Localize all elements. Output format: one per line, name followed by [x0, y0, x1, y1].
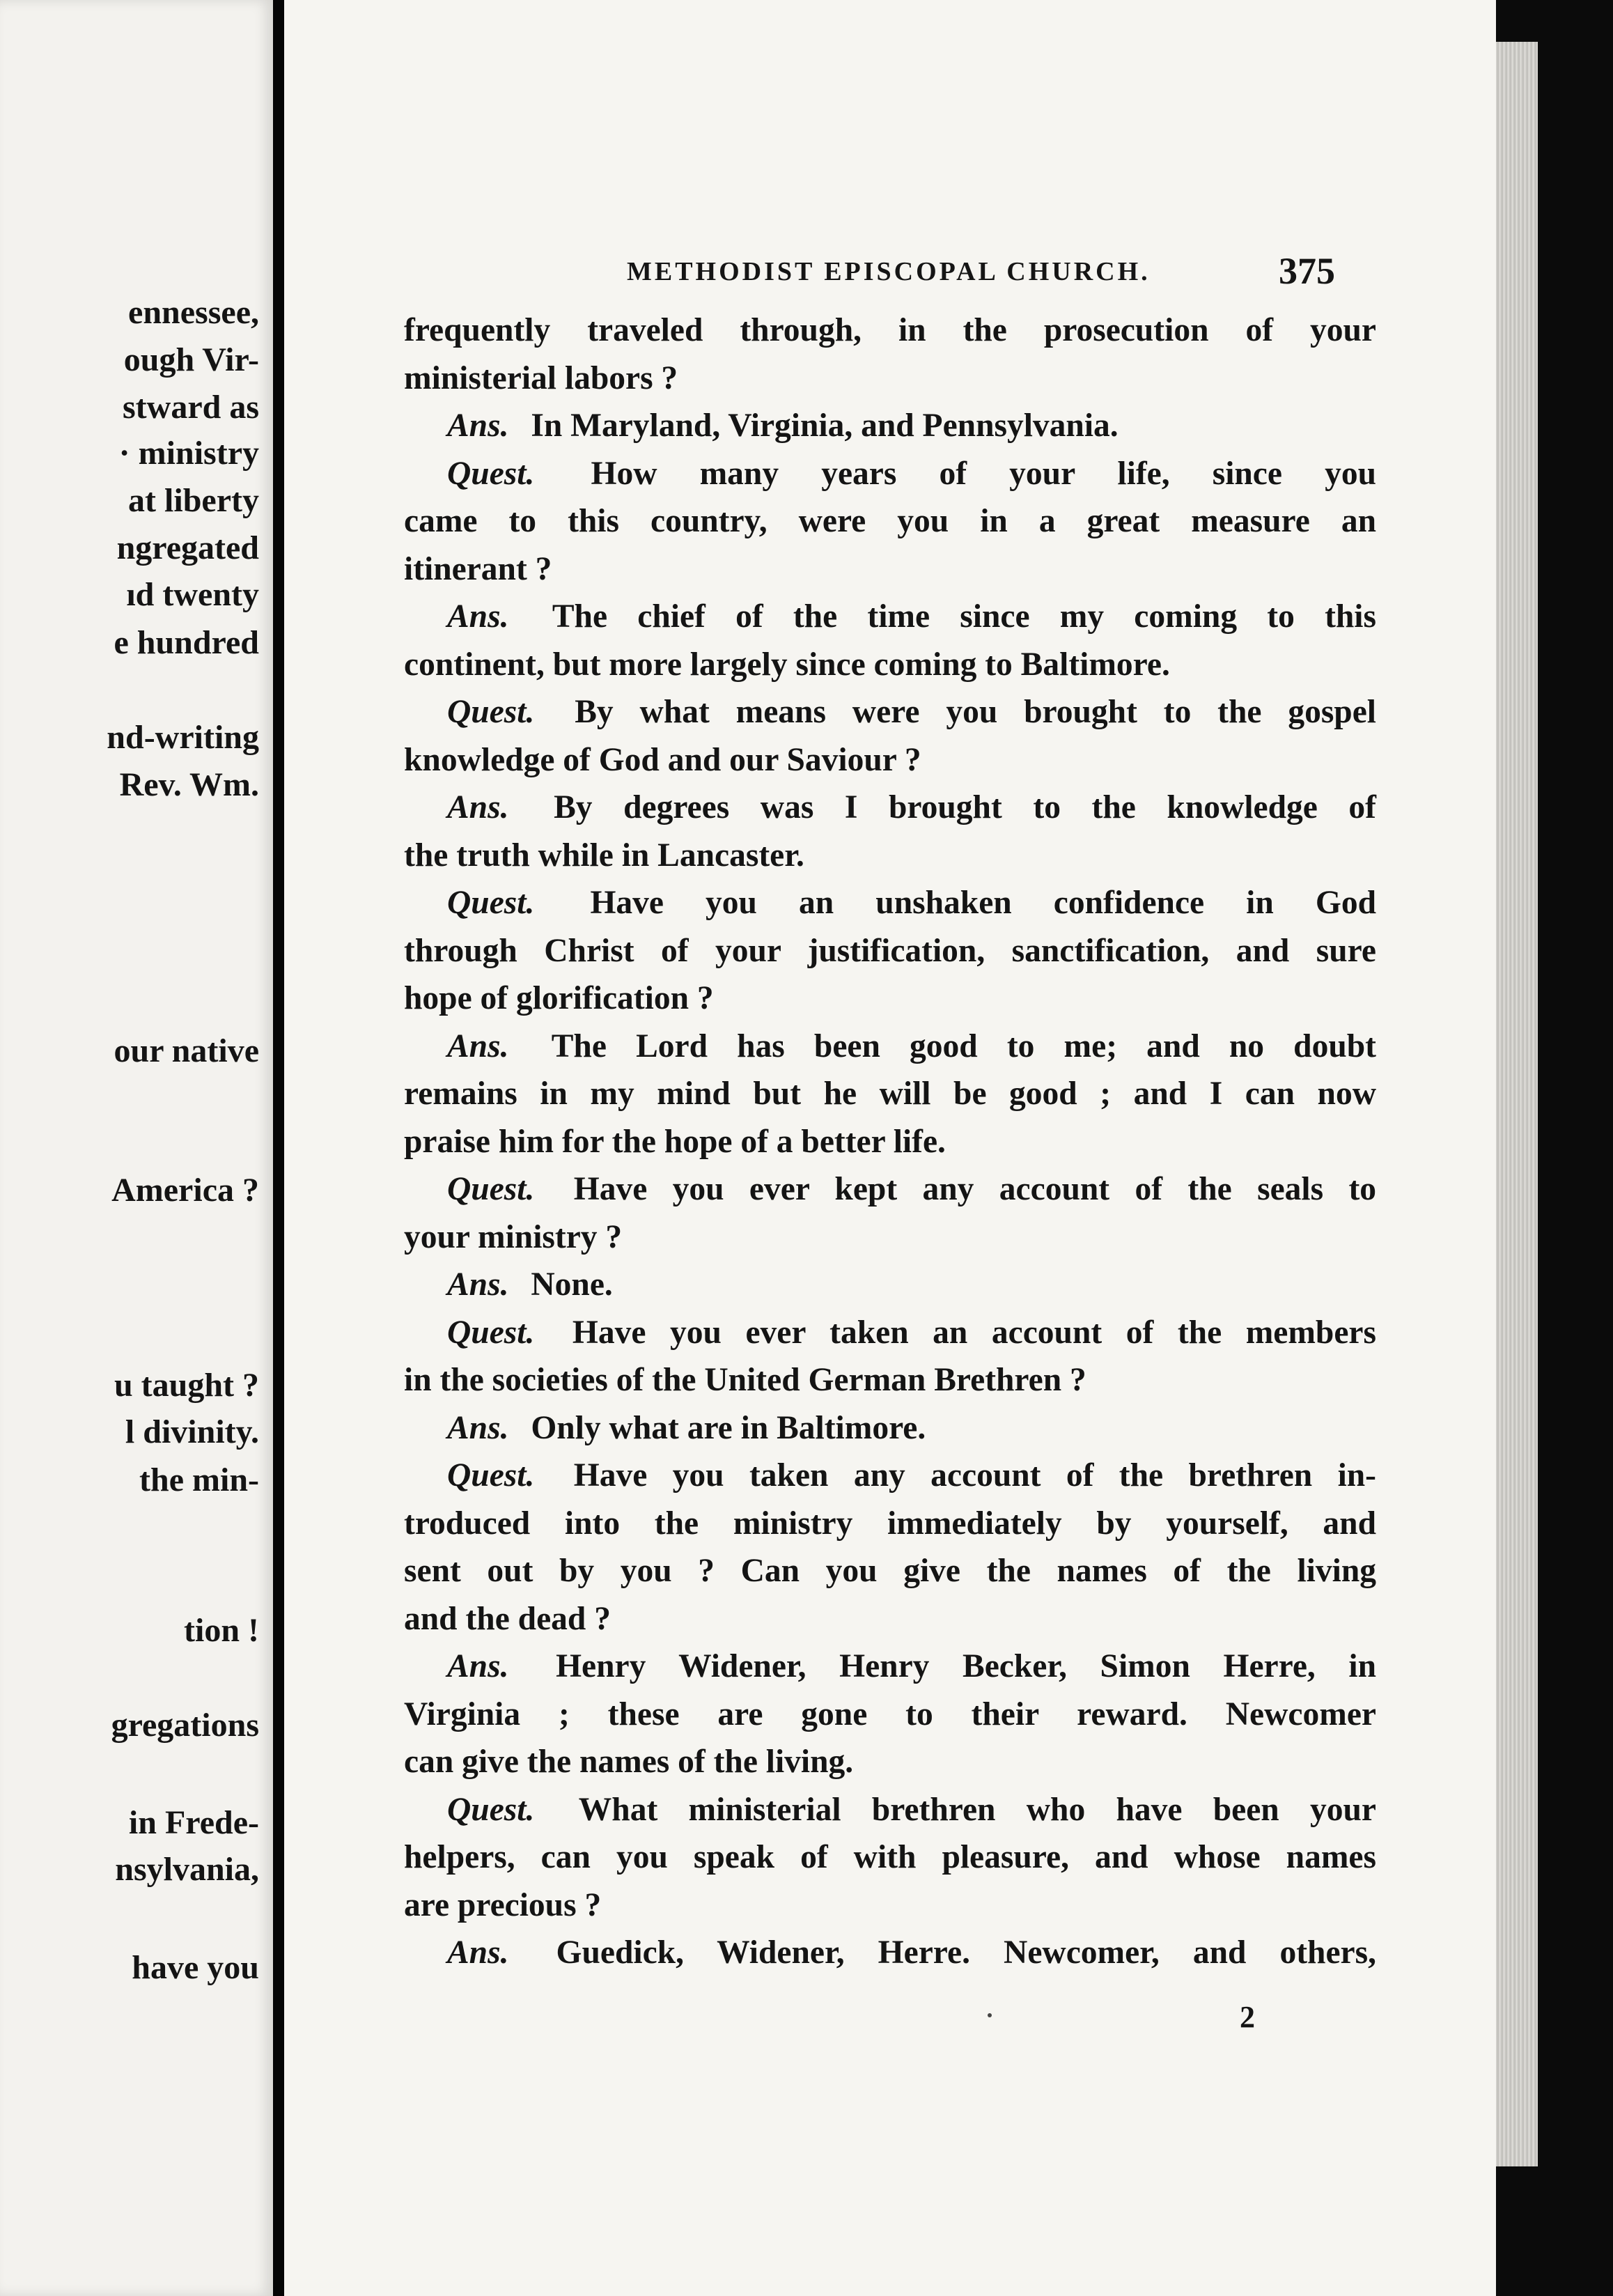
text-line: [404, 450, 1376, 498]
left-page-line: nd-writing: [107, 719, 259, 756]
text-line: [404, 307, 1376, 355]
left-page-line: Rev. Wm.: [119, 766, 259, 803]
left-page-line: · ministry: [118, 435, 259, 472]
line-text: in the societies of the United German Brethren ?: [404, 1362, 1086, 1398]
text-line: [404, 1882, 1376, 1930]
line-text: remains in my mind but he will be good ; and I can now: [404, 1076, 1376, 1112]
text-line: [404, 1165, 1376, 1213]
line-text: Guedick, Widener, Herre. Newcomer, and others,: [556, 1934, 1376, 1971]
text-line: [404, 1070, 1376, 1118]
left-page-line: have you: [132, 1949, 259, 1986]
text-line: [404, 1833, 1376, 1882]
speaker-label: Ans.: [447, 1409, 509, 1446]
line-text: By degrees was I brought to the knowledge of: [554, 789, 1377, 825]
left-page-line: ennessee,: [128, 294, 259, 331]
line-text: came to this country, were you in a great measure an: [404, 503, 1376, 539]
left-page-line: gregations: [111, 1707, 259, 1744]
text-line: [404, 927, 1376, 975]
line-text: hope of glorification ?: [404, 980, 714, 1016]
speaker-label: Quest.: [447, 455, 535, 492]
text-line: [404, 402, 1376, 450]
speaker-label: Quest.: [447, 694, 535, 730]
speaker-label: Ans.: [447, 1648, 509, 1684]
text-line: [404, 1738, 1376, 1786]
line-text: Have you ever kept any account of the seals to: [573, 1171, 1377, 1207]
text-line: [404, 1309, 1376, 1357]
page-number: 375: [1279, 250, 1335, 292]
left-page-line: ngregated: [116, 529, 259, 566]
left-page: [0, 0, 273, 2296]
text-line: [404, 975, 1376, 1023]
print-speck: [988, 2013, 992, 2017]
line-text: frequently traveled through, in the prosecution of your: [404, 312, 1376, 348]
text-line: [404, 736, 1376, 784]
line-text: are precious ?: [404, 1886, 602, 1923]
line-text: sent out by you ? Can you give the names of the living: [404, 1553, 1376, 1589]
left-page-line: ough Vir-: [123, 341, 259, 378]
line-text: Have you an unshaken confidence in God: [590, 885, 1376, 921]
speaker-label: Ans.: [447, 789, 509, 825]
text-line: [404, 1404, 1376, 1452]
text-line: [404, 641, 1376, 689]
line-text: continent, but more largely since coming to Baltimore.: [404, 646, 1170, 683]
speaker-label: Ans.: [447, 1027, 509, 1064]
line-text: The chief of the time since my coming to this: [552, 598, 1376, 635]
speaker-label: Ans.: [447, 1266, 509, 1303]
line-text: Have you taken any account of the brethren in-: [573, 1457, 1377, 1494]
text-line: [404, 1691, 1376, 1739]
body-text: [404, 307, 1376, 1977]
text-line: [404, 1929, 1376, 1977]
line-text: praise him for the hope of a better life.: [404, 1123, 946, 1160]
line-text: through Christ of your justification, sanctification, and sure: [404, 932, 1376, 969]
left-page-line: tion !: [184, 1612, 259, 1649]
text-line: [404, 593, 1376, 641]
text-line: [404, 1500, 1376, 1548]
line-text: troduced into the ministry immediately by yourself, and: [404, 1505, 1376, 1542]
line-text: Have you ever taken an account of the members: [572, 1314, 1376, 1351]
left-page-line: stward as: [122, 389, 259, 426]
left-page-line: our native: [114, 1032, 259, 1069]
text-line: [404, 1213, 1376, 1262]
line-text: Henry Widener, Henry Becker, Simon Herre, in: [556, 1648, 1377, 1684]
text-line: [404, 1118, 1376, 1166]
left-page-line: the min-: [139, 1461, 259, 1498]
text-line: [404, 1643, 1376, 1691]
left-page-line: ıd twenty: [126, 576, 259, 613]
left-page-line: in Frede-: [128, 1804, 259, 1841]
text-line: [404, 1356, 1376, 1404]
line-text: Only what are in Baltimore.: [531, 1409, 926, 1446]
right-page: [284, 0, 1496, 2296]
text-line: [404, 1547, 1376, 1595]
text-line: [404, 545, 1376, 594]
line-text: Virginia ; these are gone to their reward. Newcomer: [404, 1696, 1376, 1732]
left-page-line: l divinity.: [125, 1413, 259, 1450]
line-text: can give the names of the living.: [404, 1744, 854, 1780]
line-text: knowledge of God and our Saviour ?: [404, 741, 921, 778]
line-text: itinerant ?: [404, 550, 552, 587]
line-text: helpers, can you speak of with pleasure, and whose names: [404, 1839, 1376, 1875]
line-text: your ministry ?: [404, 1218, 623, 1255]
left-page-line: America ?: [111, 1172, 259, 1209]
page-edges: [1496, 42, 1538, 2166]
line-text: By what means were you brought to the gospel: [575, 694, 1377, 730]
line-text: How many years of your life, since you: [591, 455, 1377, 492]
text-line: [404, 832, 1376, 880]
speaker-label: Quest.: [447, 1171, 535, 1207]
running-head: METHODIST EPISCOPAL CHURCH.: [627, 257, 1151, 286]
line-text: In Maryland, Virginia, and Pennsylvania.: [531, 408, 1119, 444]
text-line: [404, 1452, 1376, 1500]
page-header: [284, 249, 1496, 291]
text-line: [404, 1023, 1376, 1071]
left-page-line: at liberty: [128, 482, 259, 519]
text-line: [404, 879, 1376, 927]
line-text: ministerial labors ?: [404, 359, 678, 396]
text-line: [404, 688, 1376, 736]
speaker-label: Quest.: [447, 885, 535, 921]
speaker-label: Ans.: [447, 408, 509, 444]
text-line: [404, 1786, 1376, 1834]
left-page-line: u taught ?: [114, 1367, 259, 1404]
speaker-label: Ans.: [447, 1934, 509, 1971]
line-text: None.: [531, 1266, 613, 1303]
speaker-label: Quest.: [447, 1314, 535, 1351]
text-line: [404, 1595, 1376, 1643]
speaker-label: Ans.: [447, 598, 509, 635]
text-line: [404, 497, 1376, 545]
left-page-line: nsylvania,: [115, 1851, 259, 1888]
text-line: [404, 355, 1376, 403]
text-line: [404, 1261, 1376, 1309]
line-text: the truth while in Lancaster.: [404, 837, 804, 874]
line-text: and the dead ?: [404, 1600, 611, 1637]
signature-mark: 2: [1240, 2000, 1255, 2034]
book-gutter: [273, 0, 284, 2296]
speaker-label: Quest.: [447, 1457, 535, 1494]
text-line: [404, 784, 1376, 832]
speaker-label: Quest.: [447, 1791, 535, 1828]
line-text: The Lord has been good to me; and no doubt: [551, 1027, 1376, 1064]
left-page-line: e hundred: [114, 624, 259, 661]
line-text: What ministerial brethren who have been your: [578, 1791, 1376, 1828]
